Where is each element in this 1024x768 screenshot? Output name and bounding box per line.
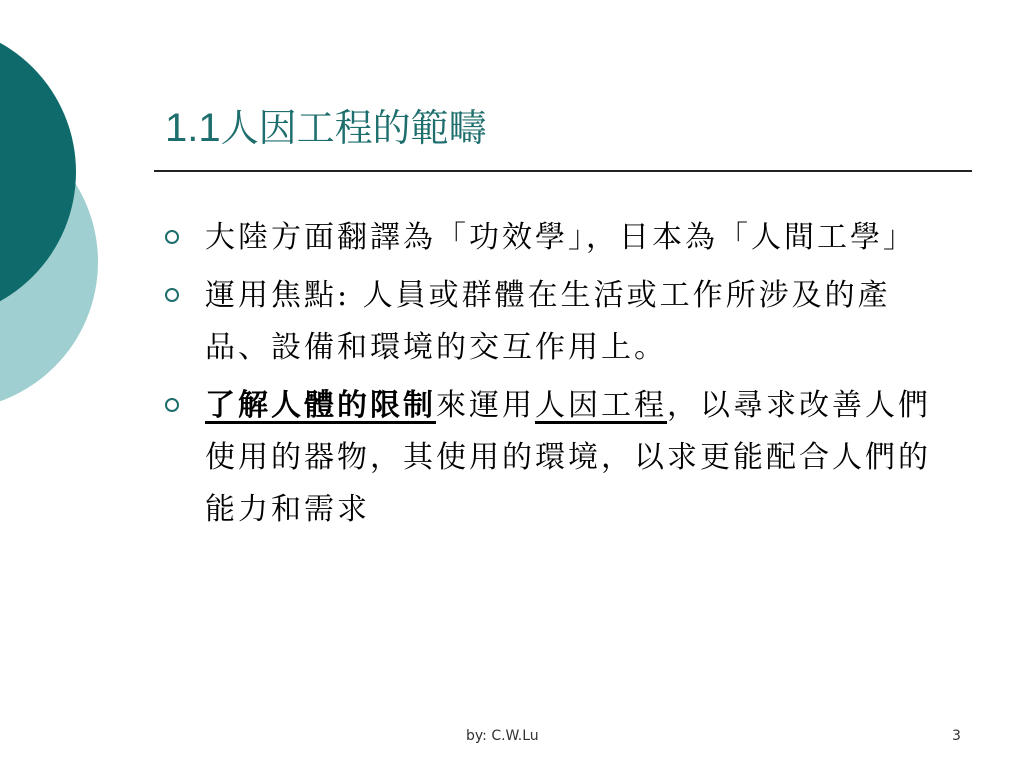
bullet-text: 大陸方面翻譯為「功效學」，日本為「人間工學」 [205, 220, 916, 255]
bullet-item [165, 380, 955, 536]
slide-title [165, 100, 487, 156]
bullet-emphasis-text: 了解人體的限制 [205, 388, 436, 423]
title-divider [154, 170, 972, 172]
decorative-circles [0, 0, 140, 768]
bullet-list [165, 212, 955, 542]
bullet-item [165, 270, 955, 374]
circle-bullet-icon [165, 288, 179, 302]
bullet-underlined-text: 人因工程 [535, 388, 667, 423]
title-text: 人因工程的範疇 [220, 106, 487, 150]
circle-bullet-icon [165, 230, 179, 244]
bullet-item [165, 212, 955, 264]
footer-author: by: C.W.Lu [466, 728, 539, 744]
page-number: 3 [952, 728, 961, 744]
circle-bullet-icon [165, 398, 179, 412]
bullet-text: 運用焦點: 人員或群體在生活或工作所涉及的產品、設備和環境的交互作用上。 [205, 278, 891, 365]
bullet-text: ，以尋求改善人們使用的器物，其使用的環境，以求更能配合人們的能力和需求 [205, 388, 931, 527]
bullet-text: 來運用 [436, 388, 535, 423]
title-number: 1.1 [165, 106, 221, 150]
